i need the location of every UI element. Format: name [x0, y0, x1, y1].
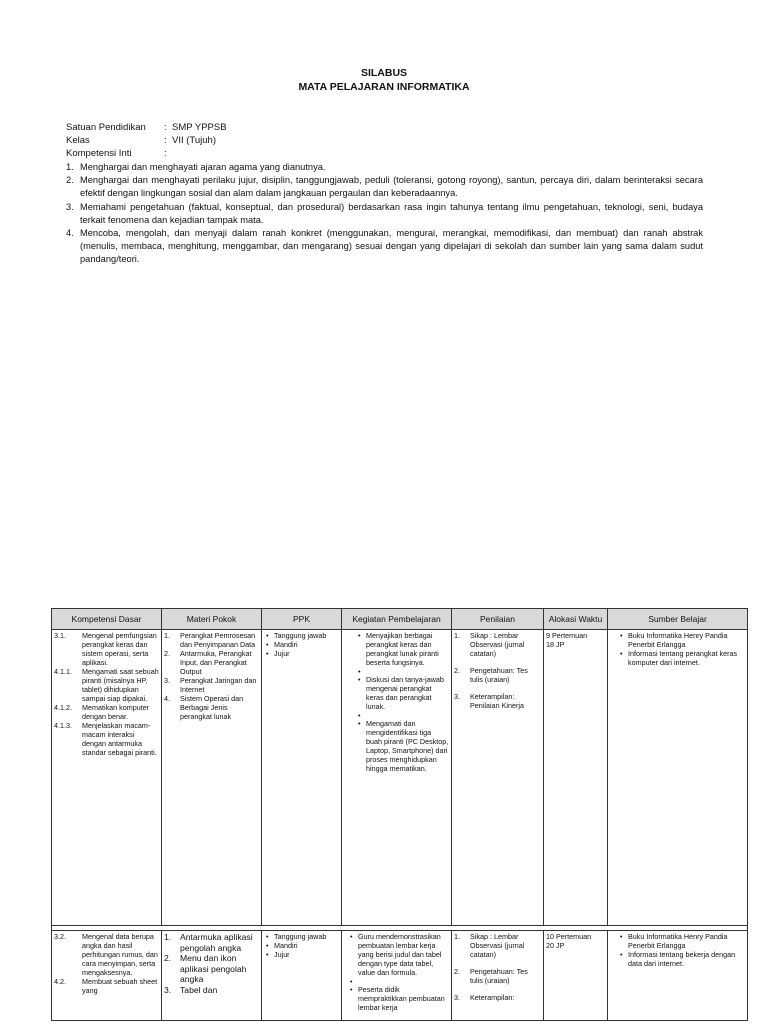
info-label: Kelas	[66, 135, 90, 146]
kegiatan-item: • Menyajikan berbagai perangkat keras dan perangkat lunak piranti beserta fungsinya.	[366, 631, 449, 667]
column-header-kegiatan: Kegiatan Pembelajaran	[342, 609, 452, 630]
column-header-ppk: PPK	[262, 609, 342, 630]
cell-kompetensi-dasar	[52, 630, 162, 926]
spacer	[358, 977, 449, 985]
column-header-kompetensi-dasar: Kompetensi Dasar	[52, 609, 162, 630]
item-number: 3.	[66, 201, 74, 212]
cell-ppk	[262, 931, 342, 1021]
cell-sumber-belajar	[608, 630, 748, 926]
column-header-penilaian: Penilaian	[452, 609, 544, 630]
column-header-sumber-belajar: Sumber Belajar	[608, 609, 748, 630]
info-separator: :	[164, 122, 167, 133]
cell-kegiatan	[342, 630, 452, 926]
item-text: Memahami pengetahuan (faktual, konseptual, dan prosedural) berdasarkan rasa ingin tahunya tentang ilmu pengetahuan, teknologi, seni, budaya terkait fenomena dan kejadian tampak mata.	[80, 201, 703, 225]
sumber-item: • Buku Informatika Henry Pandia Penerbit Erlangga	[628, 932, 745, 950]
kegiatan-item: • Mengamati dan mengidentifikasi tiga buah piranti (PC Desktop, Laptop, Smartphone) dari proses menghidupkan hingga mematikan.	[366, 719, 449, 773]
cell-materi-pokok	[162, 931, 262, 1021]
info-value: VII (Tujuh)	[172, 135, 216, 146]
cell-kegiatan	[342, 931, 452, 1021]
sumber-item: • Buku Informatika Henry Pandia Penerbit Erlangga	[628, 631, 745, 649]
sumber-item: • Informasi tentang perangkat keras komputer dari internet.	[628, 649, 745, 667]
penilaian-item: 1. Sikap : Lembar Observasi (jurnal catatan)	[454, 631, 525, 658]
alokasi-pertemuan: 10 Pertemuan	[546, 932, 592, 941]
cell-kompetensi-dasar	[52, 931, 162, 1021]
column-header-alokasi-waktu: Alokasi Waktu	[544, 609, 608, 630]
info-separator: :	[164, 135, 167, 146]
cell-sumber-belajar	[608, 931, 748, 1021]
materi-item: 2. Antarmuka, Perangkat Input, dan Perangkat Output	[164, 649, 252, 676]
penilaian-item: 3. Keterampilan:	[454, 993, 515, 1002]
cell-alokasi-waktu	[544, 931, 608, 1021]
kompetensi-inti-item	[66, 161, 703, 174]
penilaian-item: 3. Keterampilan: Penilaian Kinerja	[454, 692, 524, 710]
kd-item: 4.1.1. Mengamati saat sebuah piranti (misalnya HP, tablet) dihidupkan sampai siap dipakai.	[54, 667, 159, 703]
kd-item: 4.2. Membuat sebuah sheet yang	[54, 977, 158, 995]
materi-item: 2. Menu dan ikon aplikasi pengolah angka	[164, 953, 247, 984]
penilaian-item: 2. Pengetahuan: Tes tulis (uraian)	[454, 967, 528, 985]
spacer	[470, 985, 541, 993]
materi-item: 1. Antarmuka aplikasi pengolah angka	[164, 932, 253, 953]
item-text: Menghargai dan menghayati ajaran agama yang dianutnya.	[80, 162, 326, 172]
kd-item: 3.1. Mengenal pemfungsian perangkat keras dan sistem operasi, serta aplikasi.	[54, 631, 157, 667]
item-number: 1.	[66, 162, 74, 172]
spacer	[366, 667, 449, 675]
materi-item: 4. Sistem Operasi dan Berbagai Jenis perangkat lunak	[164, 694, 244, 721]
kegiatan-item: • Diskusi dan tanya-jawab mengenai perangkat keras dan perangkat lunak.	[366, 675, 449, 711]
kompetensi-inti-item	[66, 174, 703, 200]
spacer	[470, 658, 541, 666]
sumber-item: • Informasi tentang bekerja dengan data dari internet.	[628, 950, 745, 968]
ppk-item: • Tanggung jawab	[274, 631, 339, 640]
item-number: 4.	[66, 228, 74, 239]
spacer	[470, 959, 541, 967]
syllabus-table	[51, 608, 748, 1021]
materi-item: 3. Tabel dan	[164, 984, 218, 995]
ppk-item: • Mandiri	[274, 941, 339, 950]
kompetensi-inti-item	[66, 201, 703, 227]
ppk-item: • Jujur	[274, 950, 339, 959]
kd-item: 4.1.2. Mematikan komputer dengan benar.	[54, 703, 150, 721]
materi-item: 1. Perangkat Pemrosesan dan Penyimpanan Data	[164, 631, 256, 649]
kd-item: 3.2. Mengenal data berupa angka dan hasil perhitungan rumus, dan cara menyimpan, serta mengaksesnya.	[54, 932, 158, 977]
alokasi-jp: 18 JP	[546, 640, 565, 649]
kd-item: 4.1.3. Menjelaskan macam-macam interaksi dengan antarmuka standar sebagai piranti.	[54, 721, 157, 757]
item-text: Menghargai dan menghayati perilaku jujur, disiplin, tanggungjawab, peduli (toleransi, gotong royong), santun, percaya diri, dalam berinteraksi secara efektif dengan lingkungan sosial dan alam dalam jangkauan pergaulan dan keberadaannya.	[80, 175, 703, 199]
alokasi-pertemuan: 9 Pertemuan	[546, 631, 588, 640]
table-row	[52, 630, 748, 926]
alokasi-jp: 20 JP	[546, 941, 565, 950]
kompetensi-inti-item	[66, 227, 703, 267]
spacer	[366, 711, 449, 719]
column-header-materi-pokok: Materi Pokok	[162, 609, 262, 630]
kompetensi-inti-list	[66, 161, 703, 267]
info-label: Kompetensi Inti	[66, 148, 132, 159]
penilaian-item: 2. Pengetahuan: Tes tulis (uraian)	[454, 666, 528, 684]
document-title: SILABUS	[360, 67, 408, 79]
kegiatan-item: • Peserta didik mempraktikkan pembuatan lembar kerja	[358, 985, 449, 1012]
item-number: 2.	[66, 175, 74, 186]
kegiatan-item: • Guru mendemonstrasikan pembuatan lembar kerja yang berisi judul dan tabel dengan type data tabel, value dan formula.	[358, 932, 449, 977]
materi-item: 3. Perangkat Jaringan dan Internet	[164, 676, 257, 694]
info-value: SMP YPPSB	[172, 122, 227, 133]
info-separator: :	[164, 148, 167, 159]
cell-penilaian	[452, 931, 544, 1021]
info-label: Satuan Pendidikan	[66, 122, 146, 133]
ppk-item: • Tanggung jawab	[274, 932, 339, 941]
cell-penilaian	[452, 630, 544, 926]
spacer	[470, 684, 541, 692]
cell-ppk	[262, 630, 342, 926]
ppk-item: • Mandiri	[274, 640, 339, 649]
document-subtitle: MATA PELAJARAN INFORMATIKA	[298, 81, 470, 93]
cell-materi-pokok	[162, 630, 262, 926]
ppk-item: • Jujur	[274, 649, 339, 658]
table-header-row	[52, 609, 748, 630]
table-row	[52, 931, 748, 1021]
penilaian-item: 1. Sikap : Lembar Observasi (jurnal catatan)	[454, 932, 525, 959]
cell-alokasi-waktu	[544, 630, 608, 926]
item-text: Mencoba, mengolah, dan menyaji dalam ranah konkret (menggunakan, mengurai, merangkai, memodifikasi, dan membuat) dan ranah abstrak (menulis, membaca, menghitung, menggambar, dan mengarang) sesuai dengan yang dipelajari di sekolah dan sumber lain yang sama dalam sudut pandang/teori.	[80, 228, 703, 265]
